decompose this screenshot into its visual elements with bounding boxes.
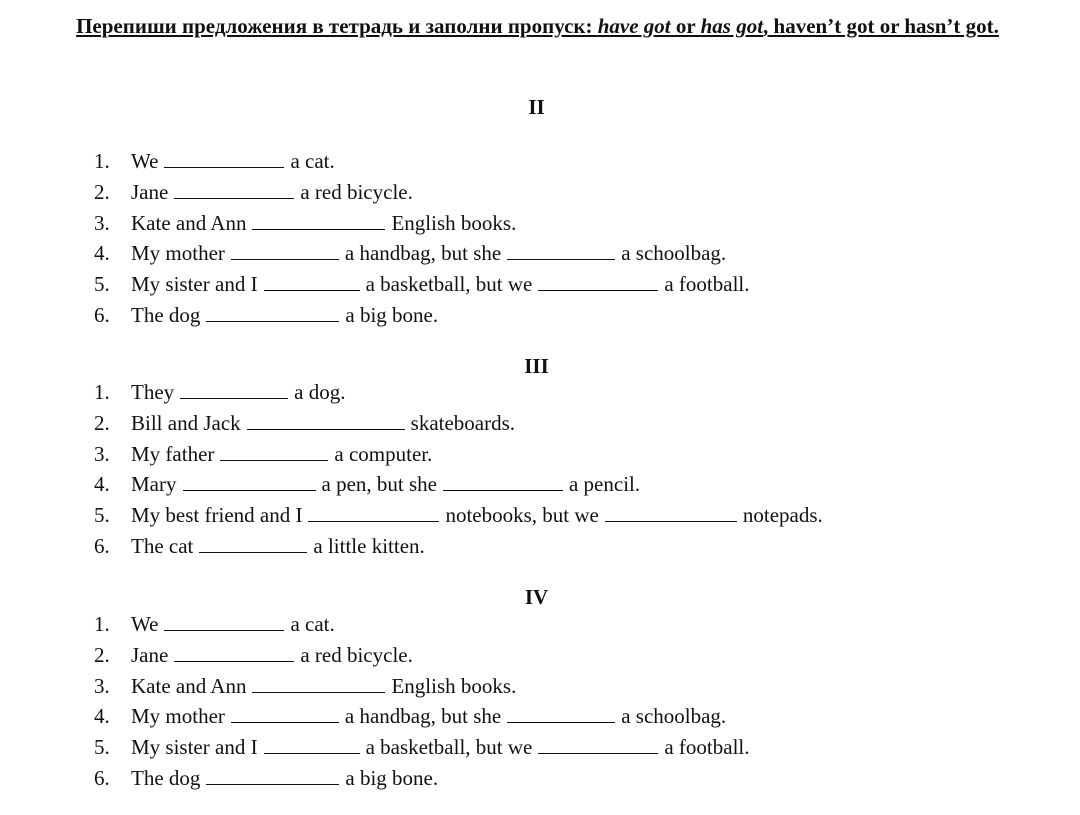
blank-line [183, 472, 316, 491]
blank-line [174, 643, 294, 662]
sentence-text: Jane [131, 179, 169, 204]
sentence-text: a football. [664, 735, 750, 760]
blank-line [180, 380, 288, 399]
exercise-number: 3. [94, 441, 110, 466]
sentence-text: We [131, 149, 159, 173]
sentence-text: a pencil. [568, 472, 641, 497]
blank-line [174, 180, 294, 199]
instructions-title [40, 12, 1035, 40]
exercise-item [94, 640, 750, 671]
sentence-text: skateboards. [410, 410, 516, 435]
option-have-got: have got [597, 14, 671, 38]
exercise-item [94, 377, 823, 408]
sentence-text: a pen, but she [321, 472, 437, 497]
blank-line [264, 272, 360, 291]
exercise-number: 4. [94, 472, 110, 497]
sentence-text: a little kitten. [313, 533, 425, 558]
sentence-text: a red bicycle. [300, 179, 413, 204]
blank-line [164, 149, 284, 168]
sentence-text: Kate and Ann [131, 673, 247, 698]
sentence-text: a basketball, but we [365, 272, 533, 297]
sentence-text: English books. [391, 673, 517, 698]
exercise-number: 3. [94, 210, 110, 235]
exercise-item [94, 408, 823, 439]
sentence-text: My mother [131, 241, 225, 266]
blank-line [308, 503, 439, 522]
blank-line [507, 704, 615, 723]
exercise-number: 2. [94, 642, 110, 667]
section-heading-iv: IV [524, 585, 549, 609]
exercise-item [94, 701, 750, 732]
sentence-text: English books. [391, 210, 517, 235]
exercise-item [94, 500, 823, 531]
exercise-number: 2. [94, 179, 110, 204]
sentence-text: a basketball, but we [365, 735, 533, 760]
exercise-number: 4. [94, 241, 110, 266]
blank-line [199, 534, 307, 553]
sentence-text: My father [131, 441, 215, 466]
sentence-text: a handbag, but she [344, 241, 502, 266]
blank-line [264, 735, 360, 754]
exercise-item [94, 269, 750, 300]
exercise-item [94, 300, 750, 331]
sentence-text: Bill and Jack [131, 410, 241, 435]
exercise-number: 3. [94, 673, 110, 698]
sentence-text: a schoolbag. [621, 704, 727, 729]
exercise-list-iii [94, 377, 823, 562]
exercise-number: 5. [94, 503, 110, 528]
sentence-text: The dog [131, 765, 201, 790]
sentence-text: Kate and Ann [131, 210, 247, 235]
blank-line [605, 503, 737, 522]
exercise-item [94, 208, 750, 239]
section-heading-iii: III [524, 354, 549, 378]
sentence-text: The dog [131, 302, 201, 327]
sentence-text: notebooks, but we [445, 503, 599, 528]
exercise-number: 4. [94, 704, 110, 729]
blank-line [247, 411, 405, 430]
instructions-part2: , haven’t got or hasn’t got. [763, 14, 999, 38]
exercise-item [94, 238, 750, 269]
blank-line [507, 241, 615, 260]
sentence-text: a football. [664, 272, 750, 297]
exercise-item [94, 609, 750, 640]
exercise-number: 6. [94, 765, 110, 790]
sentence-text: Jane [131, 642, 169, 667]
blank-line [206, 303, 339, 322]
exercise-item [94, 439, 823, 470]
exercise-number: 1. [94, 612, 110, 636]
exercise-item [94, 763, 750, 794]
blank-line [231, 704, 339, 723]
exercise-number: 2. [94, 410, 110, 435]
blank-line [206, 766, 339, 785]
exercise-item [94, 531, 823, 562]
exercise-item [94, 732, 750, 763]
blank-line [252, 674, 385, 693]
sentence-text: a cat. [290, 612, 335, 636]
sentence-text: My sister and I [131, 272, 258, 297]
blank-line [538, 272, 658, 291]
sentence-text: a big bone. [345, 302, 439, 327]
sentence-text: a handbag, but she [344, 704, 502, 729]
sentence-text: We [131, 612, 159, 636]
blank-line [231, 241, 339, 260]
option-has-got: has got [700, 14, 764, 38]
sentence-text: My best friend and I [131, 503, 303, 528]
section-heading-ii: II [528, 95, 545, 119]
exercise-item [94, 469, 823, 500]
exercise-item [94, 671, 750, 702]
exercise-list-ii [94, 146, 750, 331]
exercise-number: 6. [94, 302, 110, 327]
blank-line [252, 211, 385, 230]
exercise-list-iv [94, 609, 750, 794]
sentence-text: a computer. [334, 441, 433, 466]
sentence-text: notepads. [742, 503, 823, 528]
word-or: or [670, 14, 701, 38]
sentence-text: a cat. [290, 149, 335, 173]
sentence-text: a big bone. [345, 765, 439, 790]
sentence-text: a red bicycle. [300, 642, 413, 667]
sentence-text: The cat [131, 533, 194, 558]
exercise-number: 1. [94, 149, 110, 173]
sentence-text: Mary [131, 472, 177, 497]
exercise-number: 5. [94, 272, 110, 297]
blank-line [164, 612, 284, 631]
sentence-text: My mother [131, 704, 225, 729]
exercise-item [94, 177, 750, 208]
sentence-text: a schoolbag. [621, 241, 727, 266]
blank-line [443, 472, 563, 491]
instructions-part1: Перепиши предложения в тетрадь и заполни пропуск: [76, 14, 598, 38]
blank-line [220, 442, 328, 461]
blank-line [538, 735, 658, 754]
sentence-text: a dog. [294, 380, 346, 404]
exercise-item [94, 146, 750, 177]
exercise-number: 1. [94, 380, 110, 404]
exercise-number: 6. [94, 533, 110, 558]
sentence-text: My sister and I [131, 735, 258, 760]
sentence-text: They [131, 380, 175, 404]
exercise-number: 5. [94, 735, 110, 760]
